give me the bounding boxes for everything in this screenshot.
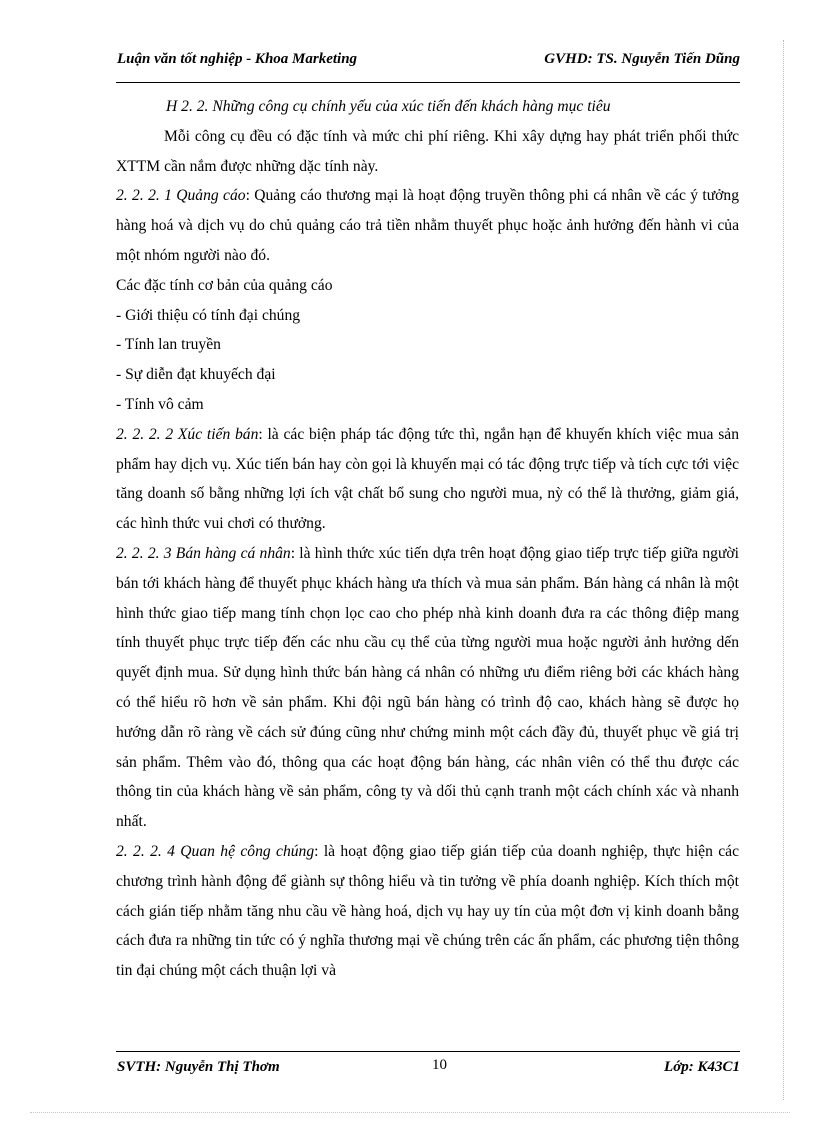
- section-label: 2. 2. 2. 3 Bán hàng cá nhân: [116, 544, 291, 562]
- intro-paragraph: Mỗi công cụ đều có đặc tính và mức chi phí riêng. Khi xây dựng hay phát triển phối thức XTTM cần nắm được những dặc tính này.: [116, 127, 739, 175]
- section-personal-selling: [116, 539, 739, 837]
- list-item: - Sự diễn đạt khuyếch đại: [116, 366, 276, 384]
- header-rule: [116, 82, 740, 83]
- section-label: 2. 2. 2. 4 Quan hệ công chúng: [116, 842, 315, 860]
- section-text: : là hình thức xúc tiến dựa trên hoạt động giao tiếp trực tiếp giữa người bán tới khách hàng để thuyết phục khách hàng ưa thích và mua sản phẩm. Bán hàng cá nhân là một hình thức giao tiếp mang tính chọn lọc cao cho phép nhà kinh doanh đưa ra các thông điệp mang tính thuyết phục trực tiếp đến các nhu cầu cụ thể của từng người mua hoặc người ảnh hưởng dến quyết định mua. Sử dụng hình thức bán hàng cá nhân có những ưu điểm riêng bởi các khách hàng có thể hiểu rõ hơn về sản phẩm. Khi đội ngũ bán hàng có trình độ cao, khách hàng sẽ được họ hướng dẫn rõ ràng về cách sử đúng cũng như chứng minh một cách đầy đủ, thuyết phục về giá trị sản phẩm. Thêm vào đó, thông qua các hoạt động bán hàng, các nhân viên có thể thu được các thông tin của khách hàng về sản phẩm, công ty và dối thủ cạnh tranh một cách chính xác và nhanh nhất.: [116, 544, 739, 831]
- footer-student: SVTH: Nguyễn Thị Thơm: [117, 1059, 280, 1075]
- footer-class: Lớp: K43C1: [664, 1059, 740, 1075]
- list-item: - Tính vô cảm: [116, 395, 204, 413]
- list-item: - Tính lan truyền: [116, 336, 221, 354]
- page-body: [116, 92, 739, 986]
- page-footer: [117, 1056, 740, 1080]
- section-text: : Quảng cáo thương mại là hoạt động truyền thông phi cá nhân về các ý tưởng hàng hoá và dịch vụ do chủ quảng cáo trả tiền nhằm thuyết phục hoặc ảnh hưởng đến hành vi của một nhóm người nào đó.: [116, 187, 739, 264]
- footer-rule: [116, 1051, 740, 1052]
- section-label: 2. 2. 2. 1 Quảng cáo: [116, 187, 246, 205]
- section-text: : là hoạt động giao tiếp gián tiếp của doanh nghiệp, thực hiện các chương trình hành động để giành sự thông hiểu và tin tưởng về phía doanh nghiệp. Kích thích một cách gián tiếp nhằm tăng nhu cầu về hàng hoá, dịch vụ hay uy tín của một đơn vị kinh doanh bằng cách đưa ra những tin tức có ý nghĩa thương mại về chúng trên các ấn phẩm, các phương tiện thông tin đại chúng một cách thuận lợi và: [116, 842, 739, 980]
- header-supervisor: GVHD: TS. Nguyễn Tiến Dũng: [544, 51, 740, 67]
- header-thesis-title: Luận văn tốt nghiệp - Khoa Marketing: [117, 51, 358, 67]
- section-public-relations: [116, 837, 739, 986]
- page-header: [117, 48, 740, 72]
- page-number: 10: [432, 1057, 447, 1073]
- page-edge-guide: [783, 40, 784, 1100]
- section-advertising: [116, 181, 739, 270]
- page-bottom-guide: [30, 1112, 790, 1113]
- section-sales-promotion: [116, 420, 739, 539]
- figure-caption: H 2. 2. Những công cụ chính yếu của xúc tiến đến khách hàng mục tiêu: [166, 98, 611, 115]
- section-label: 2. 2. 2. 2 Xúc tiến bán: [116, 425, 259, 443]
- traits-title: Các đặc tính cơ bản của quảng cáo: [116, 276, 333, 294]
- list-item: - Giới thiệu có tính đại chúng: [116, 306, 301, 324]
- section-text: : là các biện pháp tác động tức thì, ngắn hạn để khuyến khích việc mua sản phẩm hay dịch vụ. Xúc tiến bán hay còn gọi là khuyến mại có tác động trực tiếp và tích cực tới việc tăng doanh số bằng những lợi ích vật chất bổ sung cho người mua, nỳ có thể là thưởng, giảm giá, các hình thức vui chơi có thưởng.: [116, 425, 739, 533]
